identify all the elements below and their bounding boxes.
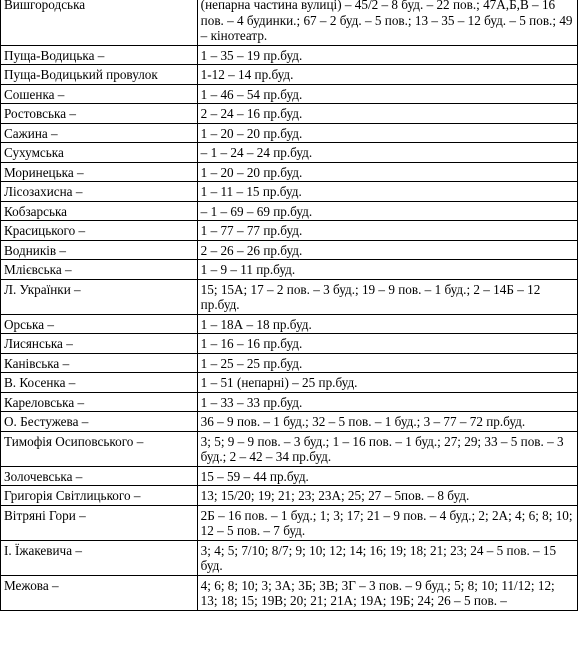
street-name-cell: Тимофія Осиповського – [1,431,198,466]
house-numbers-cell: 36 – 9 пов. – 1 буд.; 32 – 5 пов. – 1 буд.; 3 – 77 – 72 пр.буд. [197,412,577,432]
table-row [1,143,578,163]
table-row [1,201,578,221]
house-numbers-cell: 1 – 33 – 33 пр.буд. [197,392,577,412]
table-row [1,314,578,334]
street-name-cell: Лісозахисна – [1,182,198,202]
table-row [1,279,578,314]
house-numbers-cell: – 1 – 69 – 69 пр.буд. [197,201,577,221]
table-row [1,0,578,45]
house-numbers-cell: 3; 5; 9 – 9 пов. – 3 буд.; 1 – 16 пов. – 1 буд.; 27; 29; 33 – 5 пов. – 3 буд.; 2 – 42 – 34 пр.буд. [197,431,577,466]
table-row [1,373,578,393]
street-name-cell: Золочевська – [1,466,198,486]
street-name-cell: Орська – [1,314,198,334]
house-numbers-cell: 13; 15/20; 19; 21; 23; 23А; 25; 27 – 5пов. – 8 буд. [197,486,577,506]
table-row [1,162,578,182]
street-name-cell: Пуща-Водицька – [1,45,198,65]
house-numbers-cell: 1 – 18А – 18 пр.буд. [197,314,577,334]
street-name-cell: Красицького – [1,221,198,241]
street-name-cell: О. Бестужева – [1,412,198,432]
house-numbers-cell: 1 – 9 – 11 пр.буд. [197,260,577,280]
table-row [1,123,578,143]
house-numbers-cell: 1-12 – 14 пр.буд. [197,65,577,85]
house-numbers-cell: – 1 – 24 – 24 пр.буд. [197,143,577,163]
house-numbers-cell: 2 – 24 – 16 пр.буд. [197,104,577,124]
house-numbers-cell: 1 – 35 – 19 пр.буд. [197,45,577,65]
table-row [1,45,578,65]
table-row [1,540,578,575]
table-row [1,104,578,124]
street-name-cell: Сажина – [1,123,198,143]
table-row [1,221,578,241]
street-name-cell: Водників – [1,240,198,260]
street-name-cell: Вітряні Гори – [1,505,198,540]
street-name-cell: Григорія Світлицького – [1,486,198,506]
table-row [1,412,578,432]
house-numbers-cell: 1 – 51 (непарні) – 25 пр.буд. [197,373,577,393]
house-numbers-cell: 2Б – 16 пов. – 1 буд.; 1; 3; 17; 21 – 9 пов. – 4 буд.; 2; 2А; 4; 6; 8; 10; 12 – 5 пов. – 7 буд. [197,505,577,540]
street-name-cell: Канівська – [1,353,198,373]
house-numbers-cell: 1 – 11 – 15 пр.буд. [197,182,577,202]
table-row [1,84,578,104]
house-numbers-cell: 15 – 59 – 44 пр.буд. [197,466,577,486]
house-numbers-cell: 1 – 46 – 54 пр.буд. [197,84,577,104]
street-name-cell: Ростовська – [1,104,198,124]
table-row [1,392,578,412]
house-numbers-cell: 15; 15А; 17 – 2 пов. – 3 буд.; 19 – 9 пов. – 1 буд.; 2 – 14Б – 12 пр.буд. [197,279,577,314]
street-name-cell: Моринецька – [1,162,198,182]
table-row [1,260,578,280]
table-row [1,466,578,486]
table-row [1,65,578,85]
street-name-cell: Л. Українки – [1,279,198,314]
table-row [1,505,578,540]
table-row [1,353,578,373]
street-name-cell: Межова – [1,575,198,610]
street-name-cell: В. Косенка – [1,373,198,393]
house-numbers-cell: 1 – 20 – 20 пр.буд. [197,123,577,143]
street-name-cell: І. Їжакевича – [1,540,198,575]
table-row [1,182,578,202]
table-body [1,0,578,610]
table-row [1,334,578,354]
table-row [1,486,578,506]
house-numbers-cell: 2 – 26 – 26 пр.буд. [197,240,577,260]
street-name-cell: Лисянська – [1,334,198,354]
table-row [1,431,578,466]
street-name-cell: Сухумська [1,143,198,163]
table-row [1,575,578,610]
street-name-cell: Вишгородська [1,0,198,45]
street-name-cell: Сошенка – [1,84,198,104]
house-numbers-cell: 1 – 77 – 77 пр.буд. [197,221,577,241]
house-numbers-cell: 3; 4; 5; 7/10; 8/7; 9; 10; 12; 14; 16; 19; 18; 21; 23; 24 – 5 пов. – 15 буд. [197,540,577,575]
street-name-cell: Кобзарська [1,201,198,221]
house-numbers-cell: 4; 6; 8; 10; 3; 3А; 3Б; 3В; 3Г – 3 пов. – 9 буд.; 5; 8; 10; 11/12; 12; 13; 18; 15; 19В; 20; 21; 21А; 19А; 19Б; 24; 26 – 5 пов. – [197,575,577,610]
street-name-cell: Млієвська – [1,260,198,280]
house-numbers-cell: (непарна частина вулиці) – 45/2 – 8 буд. – 22 пов.; 47А,Б,В – 16 пов. – 4 будинки.; 67 – 2 буд. – 5 пов.; 13 – 35 – 12 буд. – 5 пов.; 49 – кінотеатр. [197,0,577,45]
house-numbers-cell: 1 – 16 – 16 пр.буд. [197,334,577,354]
table-row [1,240,578,260]
house-numbers-cell: 1 – 20 – 20 пр.буд. [197,162,577,182]
street-name-cell: Пуща-Водицький провулок [1,65,198,85]
house-numbers-cell: 1 – 25 – 25 пр.буд. [197,353,577,373]
street-name-cell: Кареловська – [1,392,198,412]
